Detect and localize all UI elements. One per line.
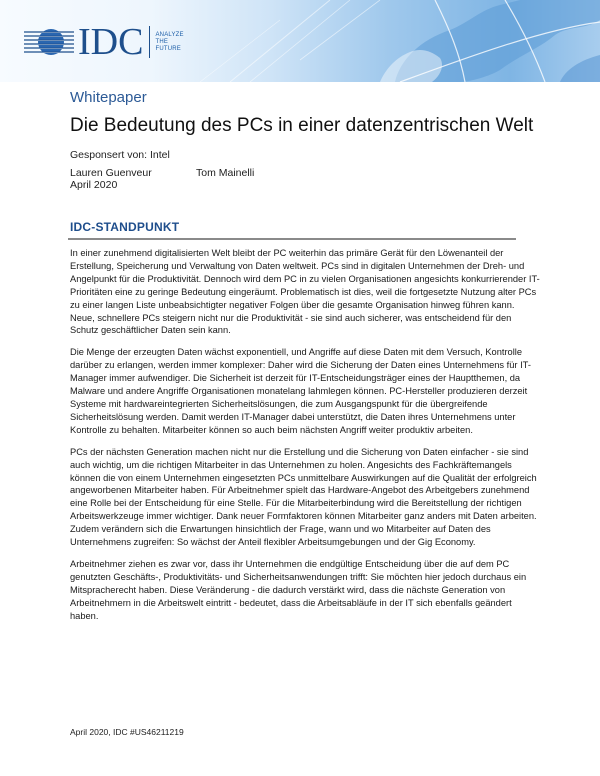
tagline-line: FUTURE — [155, 45, 181, 52]
page-footer: April 2020, IDC #US46211219 — [70, 727, 184, 737]
document-type: Whitepaper — [70, 89, 147, 106]
idc-logo — [24, 22, 184, 62]
tagline-line: THE — [155, 38, 169, 45]
paragraph: Die Menge der erzeugten Daten wächst exponentiell, und Angriffe auf diese Daten mit dem Versuch, Kontrolle darüber zu erlangen, werden immer komplexer: Daher wird die Sicherung der Daten eines Unternehmens für IT-Manager immer aufwendiger. Die Sicherheit ist derzeit für IT-Entscheidungsträger eines der Hauptthemen, da Malware und andere Angriffe Organisationen monatelang lahmlegen können. PC-Hersteller produzieren derzeit Systeme mit hardwareintegrierten Sicherheitslösungen, die zum Ausgangspunkt für die übergreifende Sicherheitslösung werden. Damit werden IT-Manager dabei unterstützt, die Daten ihres Unternehmens unter Kontrolle zu behalten. Mitarbeiter können so auch beim nächsten Angriff weiter produktiv arbeiten. — [70, 347, 531, 435]
paragraph: PCs der nächsten Generation machen nicht nur die Erstellung und die Sicherung von Daten einfacher - sie sind auch wichtig, um die richtigen Mitarbeiter in das Unternehmen zu holen. Angesichts des Fachkräftemangels können die von einem Unternehmen eingesetzten PCs unmittelbare Auswirkungen auf die Qualität der erfolgreich angeworbenen Mitarbeiter haben. Für Arbeitnehmer spielt das Hardware-Angebot des Arbeitgebers zunehmend eine Rolle bei der Entscheidung für eine Stelle. Für die Mitarbeiterbindung wird die Bereitstellung der richtigen Arbeitswerkzeuge immer wichtiger. Dank neuer Formfaktoren können Mitarbeiter ganz anders mit Daten arbeiten. Zudem verändern sich die Erwartungen hinsichtlich der Frage, wann und wo Mitarbeiter auf Daten des Unternehmens zugreifen: So wächst der Anteil flexibler Arbeitsumgebungen und der Gig Economy. — [70, 446, 537, 548]
authors-block — [70, 167, 254, 191]
header-banner — [0, 0, 600, 82]
section-divider — [68, 238, 516, 240]
author-name: Tom Mainelli — [196, 167, 255, 179]
document-title: Die Bedeutung des PCs in einer datenzentrischen Welt — [70, 115, 534, 136]
paragraph: Arbeitnehmer ziehen es zwar vor, dass ihr Unternehmen die endgültige Entscheidung über die auf dem PC genutzten Geschäfts-, Produktivitäts- und Sicherheitsanwendungen trifft: Sie möchten hier jedoch durchaus ein Mitspracherecht haben. Diese Veränderung - die dadurch verstärkt wird, dass die nächste Generation von Arbeitnehmern in die Arbeitswelt eintritt - bedeutet, dass die Arbeitsabläufe in der IT sich ebenfalls geändert haben. — [70, 558, 527, 621]
section-heading: IDC-STANDPUNKT — [70, 220, 180, 234]
section-body — [70, 247, 540, 631]
idc-globe-icon — [24, 26, 74, 58]
sponsor-line: Gesponsert von: Intel — [70, 149, 170, 161]
tagline-line: ANALYZE — [155, 31, 184, 38]
idc-wordmark: IDC — [78, 21, 144, 63]
logo-tagline — [155, 32, 183, 53]
publication-date: April 2020 — [70, 179, 118, 191]
author-name: Lauren Guenveur — [70, 167, 152, 179]
logo-divider — [149, 26, 150, 58]
paragraph: In einer zunehmend digitalisierten Welt bleibt der PC weiterhin das primäre Gerät für den Löwenanteil der Erstellung, Speicherung und Verwaltung von Daten weltweit. PCs sind in digitalen Unternehmen der Dreh- und Angelpunkt für die Produktivität. Dennoch wird dem PC in zu vielen Organisationen angesichts konkurrierender IT-Prioritäten eine zu geringe Bedeutung eingeräumt. Problematisch ist dies, weil die fortgesetzte Nutzung alter PCs zu einer langen Liste unbeabsichtigter negativer Folgen über die gesamte Organisation hinweg führen kann. Neue, schnellere PCs steigern nicht nur die Produktivität - sie sind auch sicherer, was entscheidend für den Schutz geschäftlicher Daten sein kann. — [70, 248, 540, 336]
